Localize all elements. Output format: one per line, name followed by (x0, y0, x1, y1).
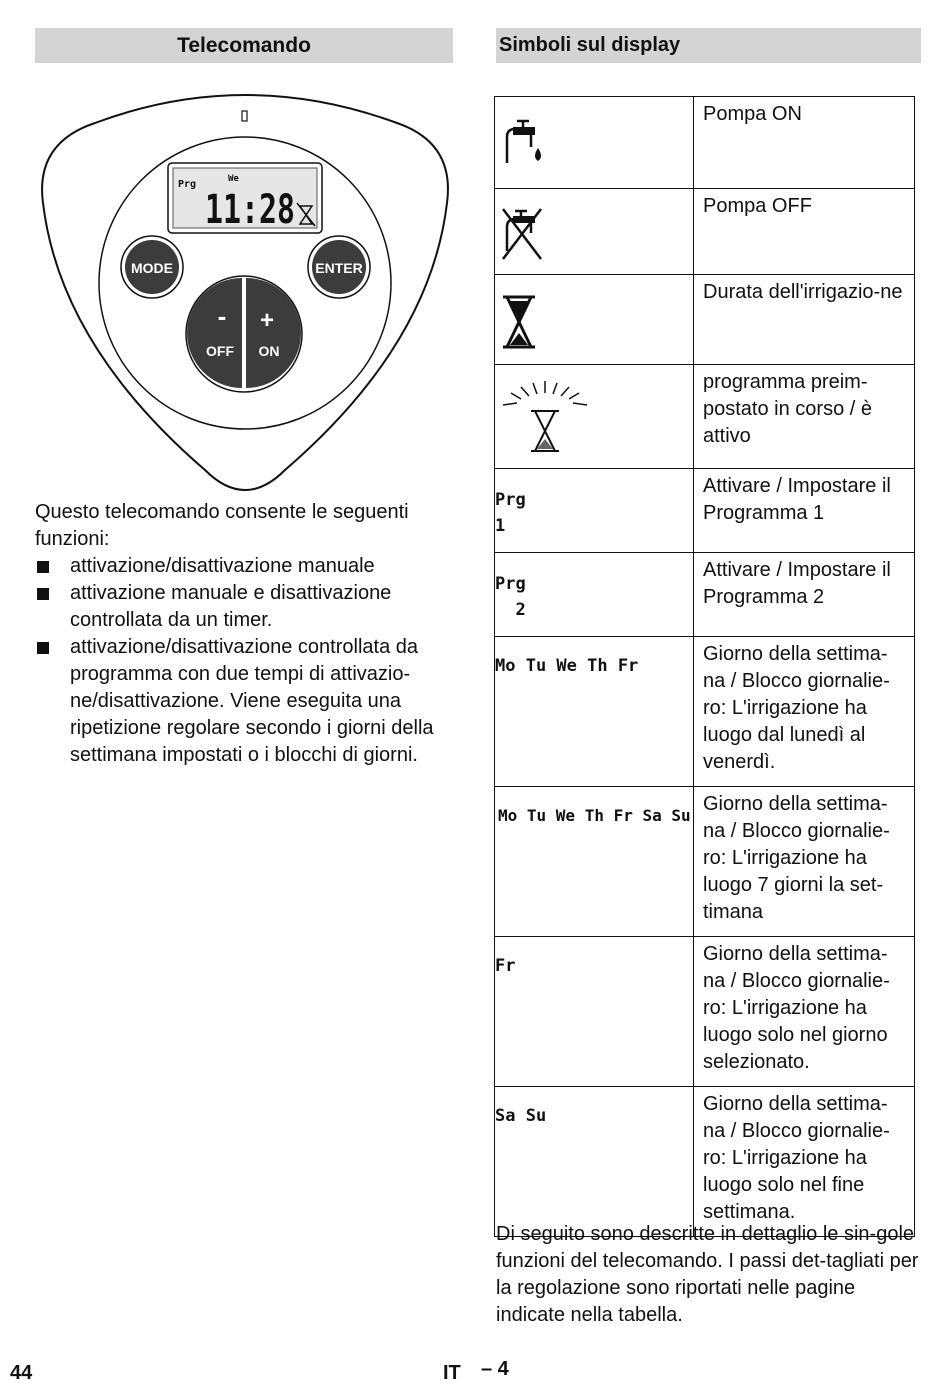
description-cell: Attivare / Impostare il Programma 2 (694, 553, 915, 637)
description-cell: Pompa OFF (694, 189, 915, 275)
enter-button[interactable] (308, 236, 370, 298)
lcd-time: 11:28 (205, 187, 295, 233)
list-item: attivazione/disattivazione controllata da programma con due tempi di attivazio-ne/disattivazione. Viene eseguita una ripetizione regolare secondo i giorni della settimana impostati o i blocchi di giorni. (35, 634, 455, 769)
table-row (495, 365, 915, 469)
list-item: attivazione manuale e disattivazione controllata da un timer. (35, 580, 455, 634)
table-row (495, 637, 915, 787)
remote-control-illustration (35, 85, 455, 500)
description-cell: Pompa ON (694, 97, 915, 189)
description-cell: Giorno della settima-na / Blocco giornalie-ro: L'irrigazione ha luogo solo nel fine settimana. (694, 1087, 915, 1237)
lcd-day-label: We (228, 174, 239, 184)
section-number: – 4 (481, 1358, 509, 1380)
on-label: ON (258, 343, 280, 359)
lcd-prg-label: Prg (178, 179, 197, 190)
lcd-symbol: Mo Tu We Th Fr Sa Su (498, 806, 691, 825)
language-code: IT (443, 1362, 461, 1384)
page-number: 44 (10, 1362, 33, 1384)
plus-label: + (259, 307, 275, 334)
section-header-simboli: Simboli sul display (496, 28, 921, 63)
table-row (495, 1087, 915, 1237)
section-header-telecomando: Telecomando (35, 28, 453, 63)
lcd-symbol-cell (495, 637, 694, 787)
table-row (495, 469, 915, 553)
lcd-symbol: 2 (495, 600, 526, 620)
lcd-symbol: Prg (495, 490, 526, 510)
lcd-symbol: Mo Tu We Th Fr (495, 656, 639, 676)
description-cell: Attivare / Impostare il Programma 1 (694, 469, 915, 553)
description-cell: Giorno della settima-na / Blocco giornalie-ro: L'irrigazione ha luogo 7 giorni la set-timana (694, 787, 915, 937)
table-row (495, 97, 915, 189)
tap-with-drop-icon (501, 113, 561, 183)
lcd-symbol-cell (495, 469, 694, 553)
intro-text: Questo telecomando consente le seguenti funzioni: (35, 501, 409, 550)
table-row (495, 275, 915, 365)
table-row (495, 937, 915, 1087)
lcd-symbol-cell (495, 787, 694, 937)
hourglass-icon (501, 289, 551, 359)
lcd-symbol-cell (495, 553, 694, 637)
lcd-symbol: Sa Su (495, 1106, 547, 1126)
minus-label: - (217, 301, 227, 331)
description-cell: Giorno della settima-na / Blocco giornalie-ro: L'irrigazione ha luogo solo nel giorno selezionato. (694, 937, 915, 1087)
lcd-symbol-cell (495, 1087, 694, 1237)
table-row (495, 189, 915, 275)
tap-crossed-icon (499, 199, 559, 269)
list-item: attivazione/disattivazione manuale (35, 553, 455, 580)
outro-text: Di seguito sono descritte in dettaglio le sin-gole funzioni del telecomando. I passi det-tagliati per la regolazione sono riportati nelle pagine indicate nella tabella. (496, 1223, 919, 1326)
description-cell: Durata dell'irrigazio-ne (694, 275, 915, 365)
lcd-symbol: Fr (495, 956, 516, 976)
table-row (495, 553, 915, 637)
lcd-symbol-cell (495, 937, 694, 1087)
symbols-table (494, 96, 915, 1237)
hourglass-radiating-icon (499, 381, 599, 461)
function-list (35, 553, 455, 769)
enter-button-label: ENTER (315, 260, 363, 276)
description-cell: Giorno della settima-na / Blocco giornalie-ro: L'irrigazione ha luogo dal lunedì al venerdì. (694, 637, 915, 787)
description-cell: programma preim-postato in corso / è attivo (694, 365, 915, 469)
mode-button-label: MODE (131, 260, 173, 276)
table-row (495, 787, 915, 937)
mode-button[interactable] (121, 236, 183, 298)
off-label: OFF (206, 343, 234, 359)
lcd-symbol: Prg (495, 574, 526, 594)
lcd-symbol: 1 (495, 516, 506, 536)
intro-section (35, 499, 455, 769)
